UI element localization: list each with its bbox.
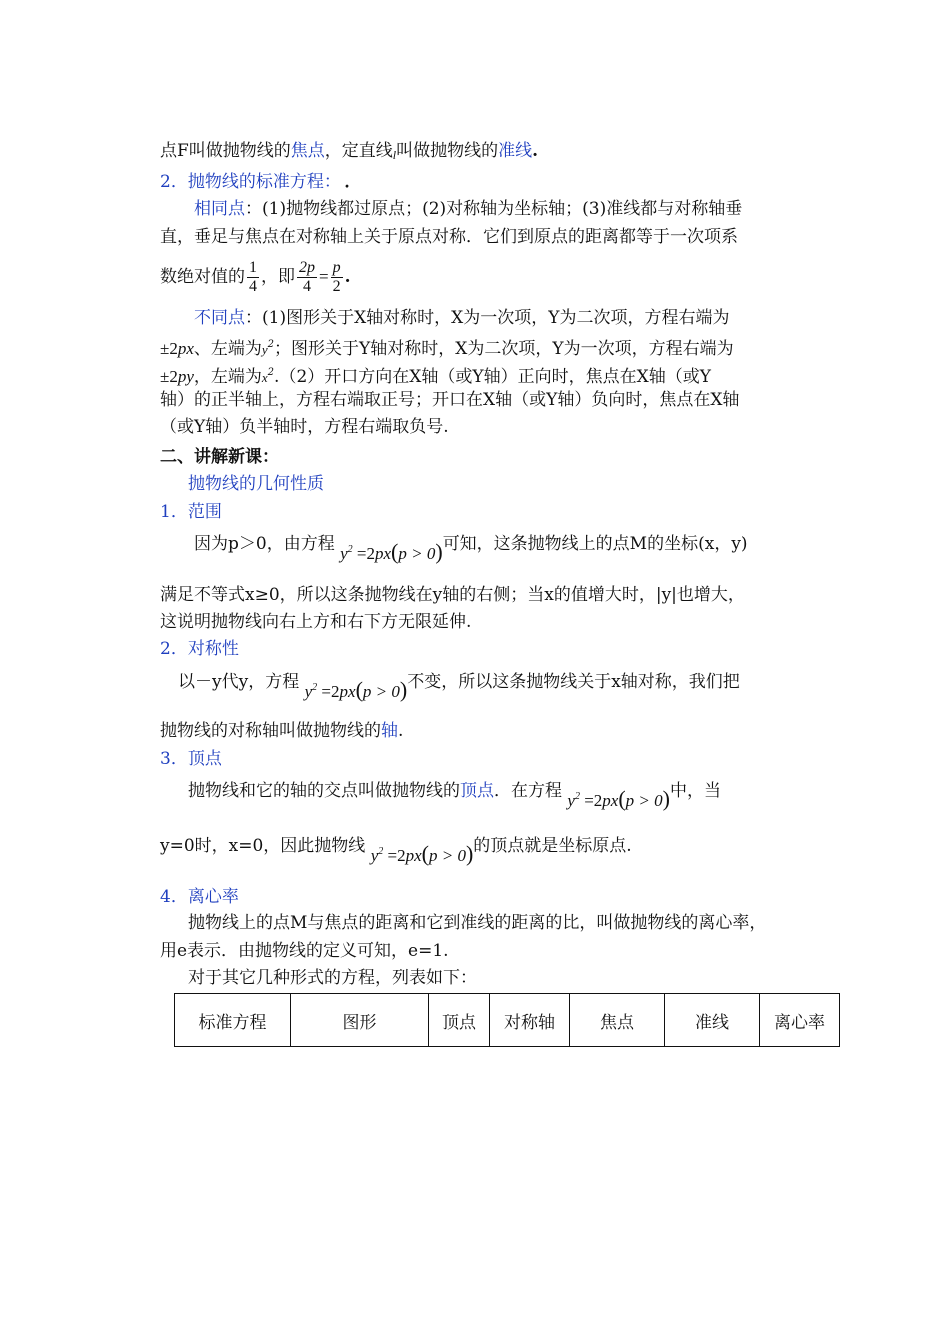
eccentricity-title: 4．离心率 bbox=[160, 887, 239, 907]
same-line-3 bbox=[160, 254, 351, 300]
intro-text-1: 点F叫做抛物线的 bbox=[160, 141, 291, 161]
header-eccentricity: 离心率 bbox=[760, 994, 840, 1047]
range-title: 1．范围 bbox=[160, 502, 222, 522]
vertex-term: 顶点 bbox=[460, 781, 494, 801]
symmetry-line-2: 抛物线的对称轴叫做抛物线的轴. bbox=[160, 721, 404, 741]
same-text-2: 直，垂足与焦点在对称轴上关于原点对称．它们到原点的距离都等于一次项系 bbox=[160, 227, 738, 247]
same-line-1 bbox=[194, 198, 742, 220]
same-text-3c: . bbox=[344, 267, 351, 287]
intro-text-2: ，定直线 bbox=[324, 141, 393, 161]
eccentricity-line-2: 用e表示．由抛物线的定义可知，e=1. bbox=[160, 941, 449, 961]
header-directrix: 准线 bbox=[665, 994, 760, 1047]
header-axis: 对称轴 bbox=[490, 994, 570, 1047]
section-2-title: 2．抛物线的标准方程： bbox=[160, 172, 333, 192]
parabola-equation: $y^2 =2px(p > 0)$ bbox=[304, 677, 408, 702]
header-graph: 图形 bbox=[291, 994, 429, 1047]
geometry-subtitle: 抛物线的几何性质 bbox=[188, 474, 324, 494]
parabola-equation: $y^2 =2px(p > 0)$ bbox=[567, 786, 670, 811]
same-text-3b: ，即 bbox=[261, 267, 295, 287]
header-vertex: 顶点 bbox=[429, 994, 490, 1047]
directrix-term: 准线 bbox=[498, 141, 533, 161]
diff-line-2: ±2px、左端为$y^2$；图形关于Y轴对称时，X为二次项，Y为一次项，方程右端为 bbox=[160, 339, 734, 359]
vertex-line-2: y=0时，x=0，因此抛物线 $y^2 =2px(p > 0)$的顶点就是坐标原点. bbox=[160, 829, 632, 873]
eccentricity-line-3: 对于其它几种形式的方程，列表如下： bbox=[188, 968, 477, 988]
range-line-3: 这说明抛物线向右上方和右下方无限延伸. bbox=[160, 612, 472, 632]
symmetry-title: 2．对称性 bbox=[160, 639, 239, 659]
section-2-heading bbox=[160, 171, 361, 193]
diff-line-3: ±2py，左端为$x^2.(2)$开口方向在X轴（或Y轴）正向时，焦点在X轴（或Y bbox=[160, 367, 711, 387]
axis-term: 轴 bbox=[381, 721, 398, 741]
diff-line-1 bbox=[194, 307, 730, 329]
same-label: 相同点 bbox=[194, 199, 245, 219]
intro-line bbox=[160, 140, 538, 166]
parabola-equation: $y^2 =2px(p > 0)$ bbox=[370, 841, 474, 866]
range-line-1: 因为p＞0，由方程 $y^2 =2px(p > 0)$可知，这条抛物线上的点M的坐标(x，y) bbox=[194, 527, 748, 571]
parabola-equation: $y^2 =2px(p > 0)$ bbox=[340, 539, 443, 564]
same-text-3a: 数绝对值的 bbox=[160, 267, 245, 287]
eccentricity-line-1: 抛物线上的点M与焦点的距离和它到准线的距离的比，叫做抛物线的离心率， bbox=[188, 913, 767, 933]
table-header-row bbox=[175, 994, 840, 1047]
focus-term: 焦点 bbox=[290, 141, 325, 161]
section-2-dot: ． bbox=[344, 172, 362, 192]
fraction-2p-over-4: $\frac{2p}{4}$ bbox=[299, 259, 315, 295]
header-standard-equation: 标准方程 bbox=[175, 994, 291, 1047]
same-line-2 bbox=[160, 226, 738, 248]
properties-table bbox=[174, 993, 840, 1047]
lecture-heading: 二、讲解新课： bbox=[160, 447, 279, 467]
line-l-symbol: l bbox=[392, 148, 397, 162]
header-focus: 焦点 bbox=[570, 994, 665, 1047]
diff-line-4: 轴）的正半轴上，方程右端取正号；开口在X轴（或Y轴）负向时，焦点在X轴 bbox=[160, 390, 740, 410]
diff-line-5: （或Y轴）负半轴时，方程右端取负号. bbox=[160, 417, 449, 437]
fraction-p-over-2: $\frac{p}{2}$ bbox=[332, 259, 341, 295]
vertex-title: 3．顶点 bbox=[160, 749, 222, 769]
diff-label: 不同点 bbox=[194, 308, 245, 328]
intro-text-3: 叫做抛物线的 bbox=[396, 141, 499, 161]
range-line-2: 满足不等式x≥0，所以这条抛物线在y轴的右侧；当x的值增大时，|y|也增大， bbox=[160, 585, 745, 605]
vertex-line-1: 抛物线和它的轴的交点叫做抛物线的顶点．在方程 $y^2 =2px(p > 0)$中，当 bbox=[188, 774, 721, 818]
intro-text-4: . bbox=[532, 141, 539, 161]
same-text-1: ：(1)抛物线都过原点；(2)对称轴为坐标轴；(3)准线都与对称轴垂 bbox=[245, 199, 743, 219]
diff-text-1: ：(1)图形关于X轴对称时，X为一次项，Y为二次项，方程右端为 bbox=[245, 308, 730, 328]
symmetry-line-1: 以－y代y，方程 $y^2 =2px(p > 0)$不变，所以这条抛物线关于x轴对称，我们把 bbox=[178, 665, 740, 709]
equals-sign: = bbox=[319, 267, 329, 286]
fraction-one-quarter: $\frac{1}{4}$ bbox=[249, 259, 257, 295]
